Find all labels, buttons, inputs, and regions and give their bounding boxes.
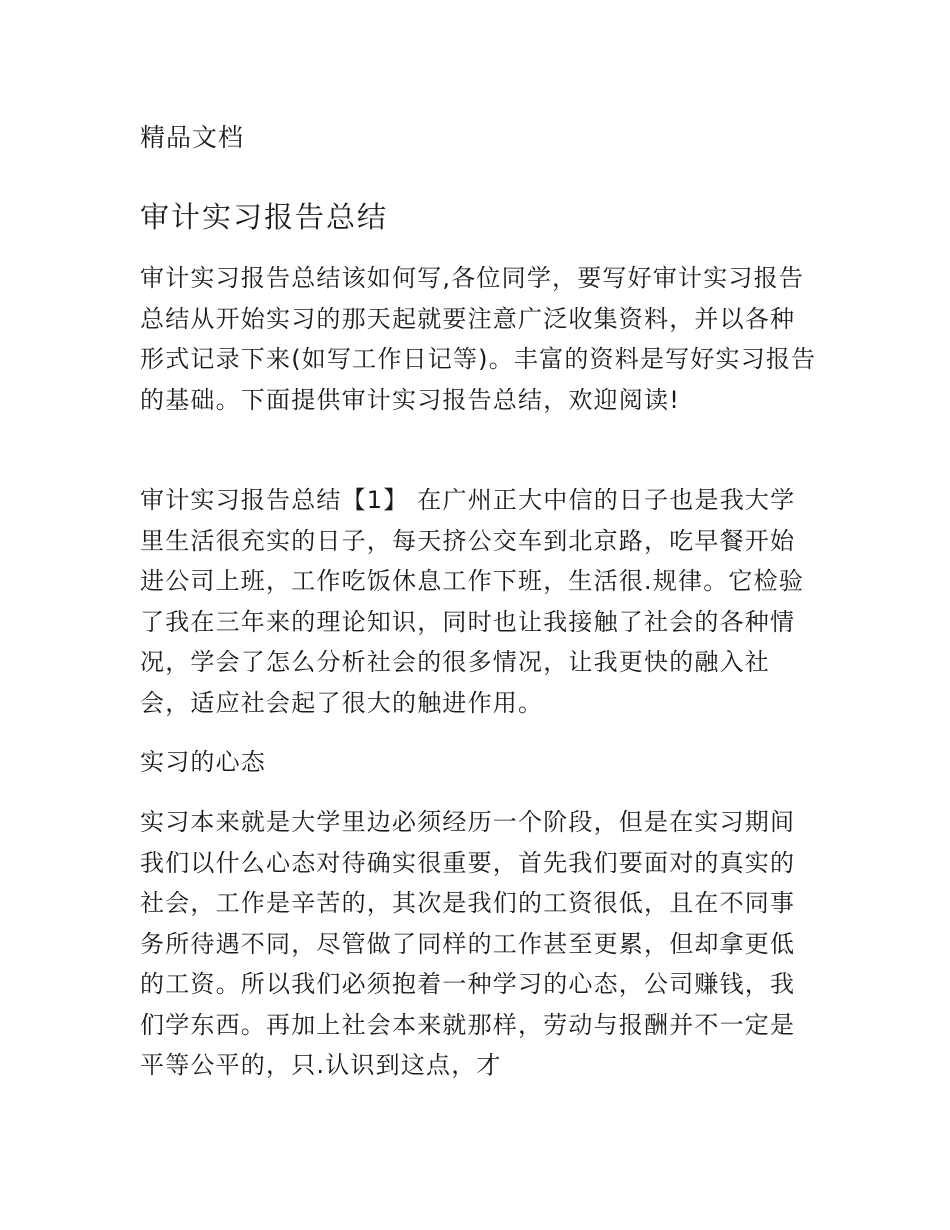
mindset-paragraph: 实习本来就是大学里边必须经历一个阶段，但是在实习期间我们以什么心态对待确实很重要，首先我们要面对的真实的社会，工作是辛苦的，其次是我们的工资很低，且在不同事务所待遇不同，尽管做了同样的工作甚至更累，但却拿更低的工资。所以我们必须抱着一种学习的心态，公司赚钱，我们学东西。再加上社会本来就那样，劳动与报酬并不一定是平等公平的，只.认识到这点，才 [140,808,796,1079]
section-subheading: 实习的心态 [140,748,266,776]
document-title: 审计实习报告总结 [140,200,389,234]
header-label: 精品文档 [140,123,245,152]
first-summary-paragraph: 审计实习报告总结【1】 在广州正大中信的日子也是我大学里生活很充实的日子，每天挤公交车到北京路，吃早餐开始进公司上班，工作吃饭休息工作下班，生活很.规律。它检验了我在三年来的理论知识，同时也让我接触了社会的各种情况，学会了怎么分析社会的很多情况，让我更快的融入社会，适应社会起了很大的触进作用。 [140,486,805,717]
intro-paragraph: 审计实习报告总结该如何写,各位同学，要写好审计实习报告总结从开始实习的那天起就要注意广泛收集资料，并以各种形式记录下来(如写工作日记等)。丰富的资料是写好实习报告的基础。下面提供审计实习报告总结，欢迎阅读! [140,264,817,414]
